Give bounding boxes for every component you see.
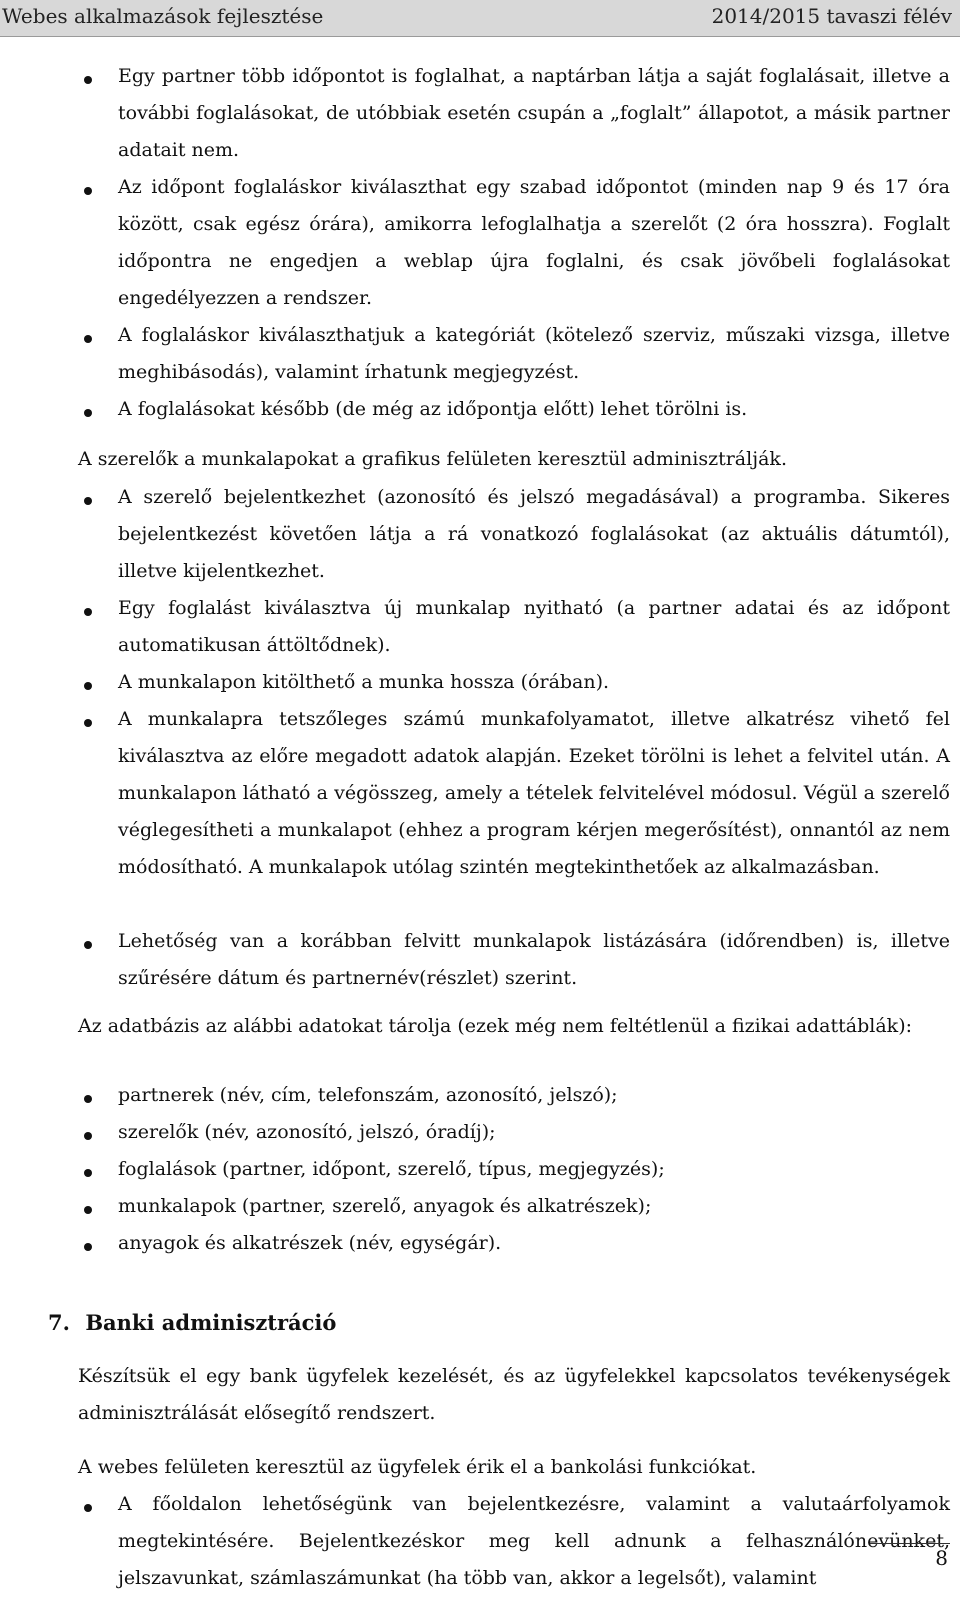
bullet-icon: [84, 1243, 92, 1251]
bullet-icon: [84, 1169, 92, 1177]
list-item: Az időpont foglaláskor kiválaszthat egy szabad időpontot (minden nap 9 és 17 óra között, csak egész órára), amikorra lefoglalhatja a szerelőt (2 óra hosszra). Foglalt időpontra ne engedjen a weblap újra foglalni, és csak jövőbeli foglalásokat engedélyezzen a rendszer.: [118, 176, 950, 309]
section-title: Banki adminisztráció: [85, 1310, 337, 1335]
bullet-icon: [84, 497, 92, 505]
list-item: Egy foglalást kiválasztva új munkalap nyitható (a partner adatai és az időpont automatikusan áttöltődnek).: [118, 597, 950, 656]
bullet-icon: [84, 608, 92, 616]
list-item: szerelők (név, azonosító, jelszó, óradíj);: [118, 1121, 496, 1143]
list-item: Lehetőség van a korábban felvitt munkalapok listázására (időrendben) is, illetve szűrésére dátum és partnernév(részlet) szerint.: [118, 930, 950, 989]
bullet-icon: [84, 1206, 92, 1214]
list-item: anyagok és alkatrészek (név, egységár).: [118, 1232, 502, 1254]
list-item: A foglalásokat később (de még az időpontja előtt) lehet törölni is.: [118, 398, 748, 420]
list-item: foglalások (partner, időpont, szerelő, típus, megjegyzés);: [118, 1158, 665, 1180]
paragraph: Készítsük el egy bank ügyfelek kezelését, és az ügyfelekkel kapcsolatos tevékenységek adminisztrálását elősegítő rendszert.: [78, 1365, 950, 1424]
course-title: Webes alkalmazások fejlesztése: [2, 4, 324, 28]
list-item: munkalapok (partner, szerelő, anyagok és alkatrészek);: [118, 1195, 652, 1217]
semester-label: 2014/2015 tavaszi félév: [711, 4, 952, 28]
paragraph: A szerelők a munkalapokat a grafikus felületen keresztül adminisztrálják.: [78, 448, 787, 470]
bullet-icon: [84, 1132, 92, 1140]
footer-rule: [870, 1543, 950, 1544]
paragraph: Az adatbázis az alábbi adatokat tárolja (ezek még nem feltétlenül a fizikai adattáblák):: [78, 1015, 913, 1037]
list-item: A munkalapon kitölthető a munka hossza (órában).: [118, 671, 610, 693]
list-item: A foglaláskor kiválaszthatjuk a kategóriát (kötelező szerviz, műszaki vizsga, illetve meghibásodás), valamint írhatunk megjegyzést.: [118, 324, 950, 383]
list-item: A munkalapra tetszőleges számú munkafolyamatot, illetve alkatrész vihető fel kiválasztva az előre megadott adatok alapján. Ezeket törölni is lehet a felvitel után. A munkalapon látható a végösszeg, amely a tételek felvitelével módosul. Végül a szerelő véglegesítheti a munkalapot (ehhez a program kérjen megerősítést), onnantól az nem módosítható. A munkalapok utólag szintén megtekinthetőek az alkalmazásban.: [118, 708, 950, 878]
bullet-icon: [84, 409, 92, 417]
list-item: partnerek (név, cím, telefonszám, azonosító, jelszó);: [118, 1084, 618, 1106]
list-item: A főoldalon lehetőségünk van bejelentkezésre, valamint a valutaárfolyamok megtekintésére. Bejelentkezéskor meg kell adnunk a felhasználónevünket, jelszavunkat, számlaszámunkat (ha több van, akkor a legelsőt), valamint: [118, 1493, 950, 1589]
section-number: 7.: [48, 1310, 70, 1335]
list-item: A szerelő bejelentkezhet (azonosító és jelszó megadásával) a programba. Sikeres bejelentkezést követően látja a rá vonatkozó foglalásokat (az aktuális dátumtól), illetve kijelentkezhet.: [118, 486, 950, 582]
bullet-icon: [84, 682, 92, 690]
bullet-icon: [84, 1095, 92, 1103]
bullet-icon: [84, 941, 92, 949]
bullet-icon: [84, 1504, 92, 1512]
list-item: Egy partner több időpontot is foglalhat, a naptárban látja a saját foglalásait, illetve a további foglalásokat, de utóbbiak esetén csupán a „foglalt” állapotot, a másik partner adatait nem.: [118, 65, 950, 161]
bullet-icon: [84, 335, 92, 343]
paragraph: A webes felületen keresztül az ügyfelek érik el a bankolási funkciókat.: [78, 1456, 757, 1478]
bullet-icon: [84, 719, 92, 727]
page-number: 8: [935, 1546, 948, 1570]
bullet-icon: [84, 76, 92, 84]
page-header: [0, 0, 960, 37]
bullet-icon: [84, 187, 92, 195]
section-heading: [48, 1304, 948, 1341]
